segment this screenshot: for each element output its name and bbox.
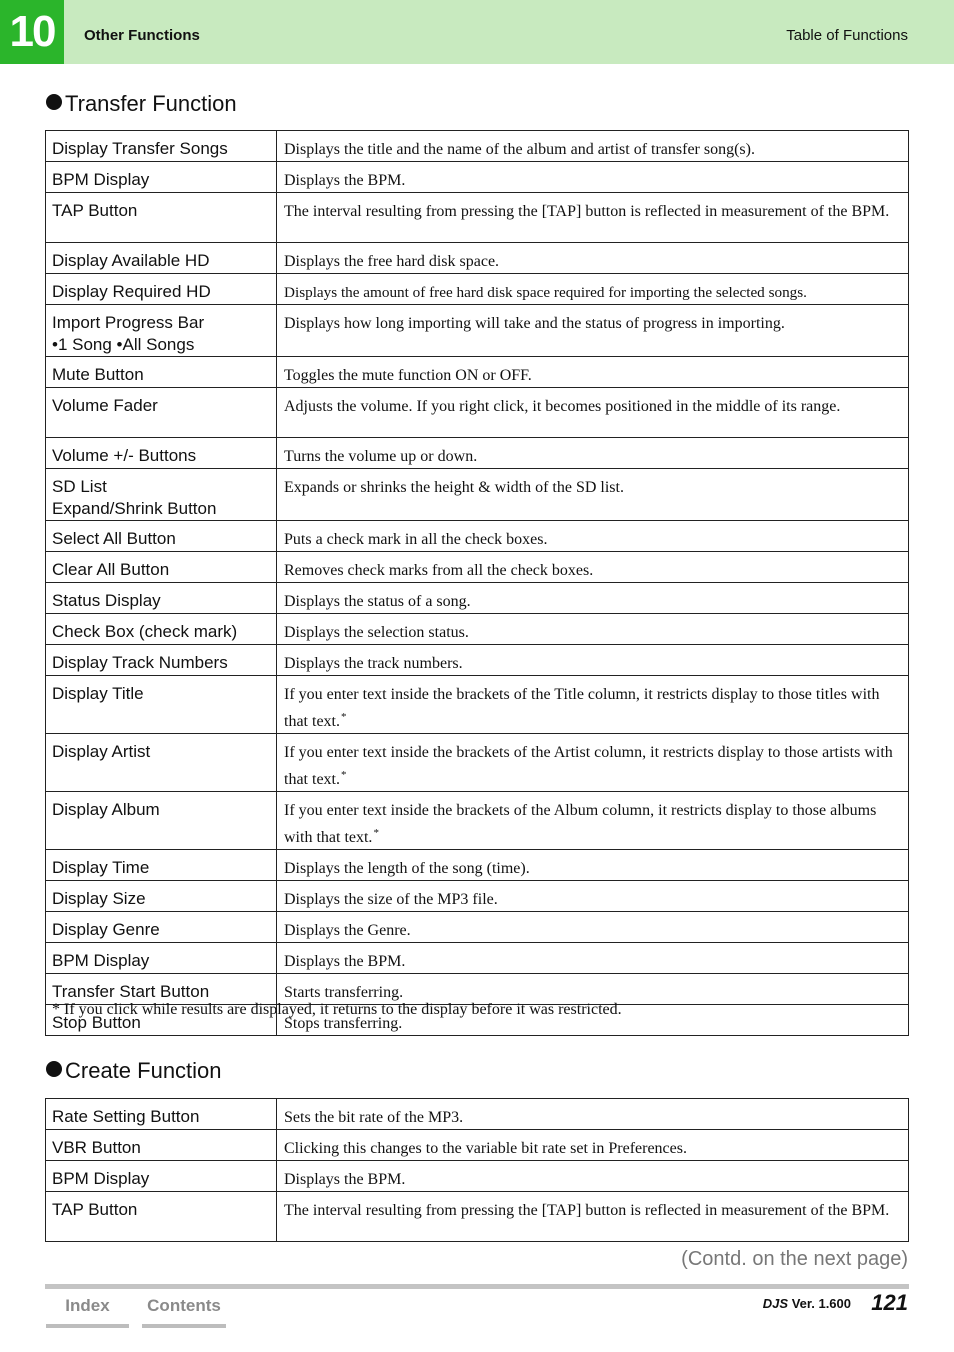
function-description: Displays the length of the song (time). [277,850,909,881]
table-row [46,881,909,912]
table-row [46,305,909,357]
function-name: SD List Expand/Shrink Button [46,469,277,521]
table-row [46,131,909,162]
function-description: Removes check marks from all the check boxes. [277,552,909,583]
function-description: Displays the free hard disk space. [277,243,909,274]
version-label [763,1296,851,1311]
function-name: Display Album [46,792,277,850]
footer-divider [45,1284,909,1289]
table-row [46,469,909,521]
table-row [46,521,909,552]
table-row [46,943,909,974]
function-description: If you enter text inside the brackets of the Artist column, it restricts display to those artists with that text.* [277,734,909,792]
function-description: Expands or shrinks the height & width of the SD list. [277,469,909,521]
table-row [46,645,909,676]
function-name: BPM Display [46,162,277,193]
section-label: Table of Functions [786,27,908,44]
function-description: Displays the status of a song. [277,583,909,614]
table-row [46,274,909,305]
function-name: Display Required HD [46,274,277,305]
function-description: If you enter text inside the brackets of the Album column, it restricts display to those albums with that text.* [277,792,909,850]
continued-note: (Contd. on the next page) [681,1248,908,1270]
table-row [46,974,909,1005]
bullet-icon [46,94,62,110]
function-description: Displays the size of the MP3 file. [277,881,909,912]
function-name: Rate Setting Button [46,1099,277,1130]
function-description: Stops transferring. [277,1005,909,1036]
function-description: Displays the Genre. [277,912,909,943]
function-description: Puts a check mark in all the check boxes. [277,521,909,552]
function-description: Displays how long importing will take and the status of progress in importing. [277,305,909,357]
table-row [46,1161,909,1192]
page-number: 121 [871,1290,908,1315]
table-row [46,357,909,388]
function-name: Transfer Start Button [46,974,277,1005]
function-name: Display Genre [46,912,277,943]
bullet-icon [46,1061,62,1077]
table-row [46,583,909,614]
table-row [46,162,909,193]
function-name: Import Progress Bar •1 Song •All Songs [46,305,277,357]
function-description: Displays the BPM. [277,943,909,974]
function-description: Displays the title and the name of the album and artist of transfer song(s). [277,131,909,162]
function-name: Display Size [46,881,277,912]
table-row [46,552,909,583]
function-description: Displays the track numbers. [277,645,909,676]
function-name: Clear All Button [46,552,277,583]
function-name: TAP Button [46,1192,277,1242]
function-name: Display Transfer Songs [46,131,277,162]
function-description: Turns the volume up or down. [277,438,909,469]
create-heading [46,1058,222,1084]
create-heading-text: Create Function [65,1058,222,1083]
function-name: BPM Display [46,1161,277,1192]
function-name: Mute Button [46,357,277,388]
function-description: If you enter text inside the brackets of the Title column, it restricts display to those titles with that text.* [277,676,909,734]
function-description: Displays the amount of free hard disk space required for importing the selected songs. [277,274,909,305]
function-name: Display Available HD [46,243,277,274]
create-function-table [45,1098,909,1242]
function-name: Display Time [46,850,277,881]
table-row [46,614,909,645]
function-description: Displays the BPM. [277,1161,909,1192]
table-row [46,734,909,792]
page-header [0,0,954,64]
function-name: Stop Button [46,1005,277,1036]
function-name: Display Track Numbers [46,645,277,676]
transfer-function-table [45,130,909,1036]
function-description: Adjusts the volume. If you right click, it becomes positioned in the middle of its range. [277,388,909,438]
function-description: The interval resulting from pressing the [TAP] button is reflected in measurement of the BPM. [277,1192,909,1242]
table-row [46,676,909,734]
table-row [46,1130,909,1161]
function-description: Sets the bit rate of the MP3. [277,1099,909,1130]
function-description: Toggles the mute function ON or OFF. [277,357,909,388]
function-description: The interval resulting from pressing the [TAP] button is reflected in measurement of the BPM. [277,193,909,243]
table-row [46,243,909,274]
table-row [46,388,909,438]
function-name: Status Display [46,583,277,614]
index-button[interactable]: Index [46,1292,129,1328]
function-name: BPM Display [46,943,277,974]
footnote-mark: * [373,827,379,839]
table-row [46,792,909,850]
table-row [46,1192,909,1242]
footnote: * If you click while results are displayed, it returns to the display before it was restricted. [52,1001,622,1018]
function-description: Starts transferring. [277,974,909,1005]
function-name: Select All Button [46,521,277,552]
table-row [46,1099,909,1130]
contents-button[interactable]: Contents [142,1292,226,1328]
function-name: Volume +/- Buttons [46,438,277,469]
footnote-mark: * [340,711,347,723]
version-number: Ver. 1.600 [791,1296,851,1311]
function-description: Clicking this changes to the variable bit rate set in Preferences. [277,1130,909,1161]
function-name: Display Artist [46,734,277,792]
table-row [46,438,909,469]
chapter-number: 10 [0,0,64,64]
table-row [46,912,909,943]
function-name: Check Box (check mark) [46,614,277,645]
transfer-heading [46,91,237,117]
function-description: Displays the BPM. [277,162,909,193]
table-row [46,193,909,243]
function-name: TAP Button [46,193,277,243]
product-name: DJS [762,1296,789,1311]
footnote-mark: * [340,769,347,781]
function-name: Display Title [46,676,277,734]
function-description: Displays the selection status. [277,614,909,645]
transfer-heading-text: Transfer Function [65,91,237,116]
function-name: VBR Button [46,1130,277,1161]
function-name: Volume Fader [46,388,277,438]
chapter-title: Other Functions [84,27,200,44]
table-row [46,850,909,881]
